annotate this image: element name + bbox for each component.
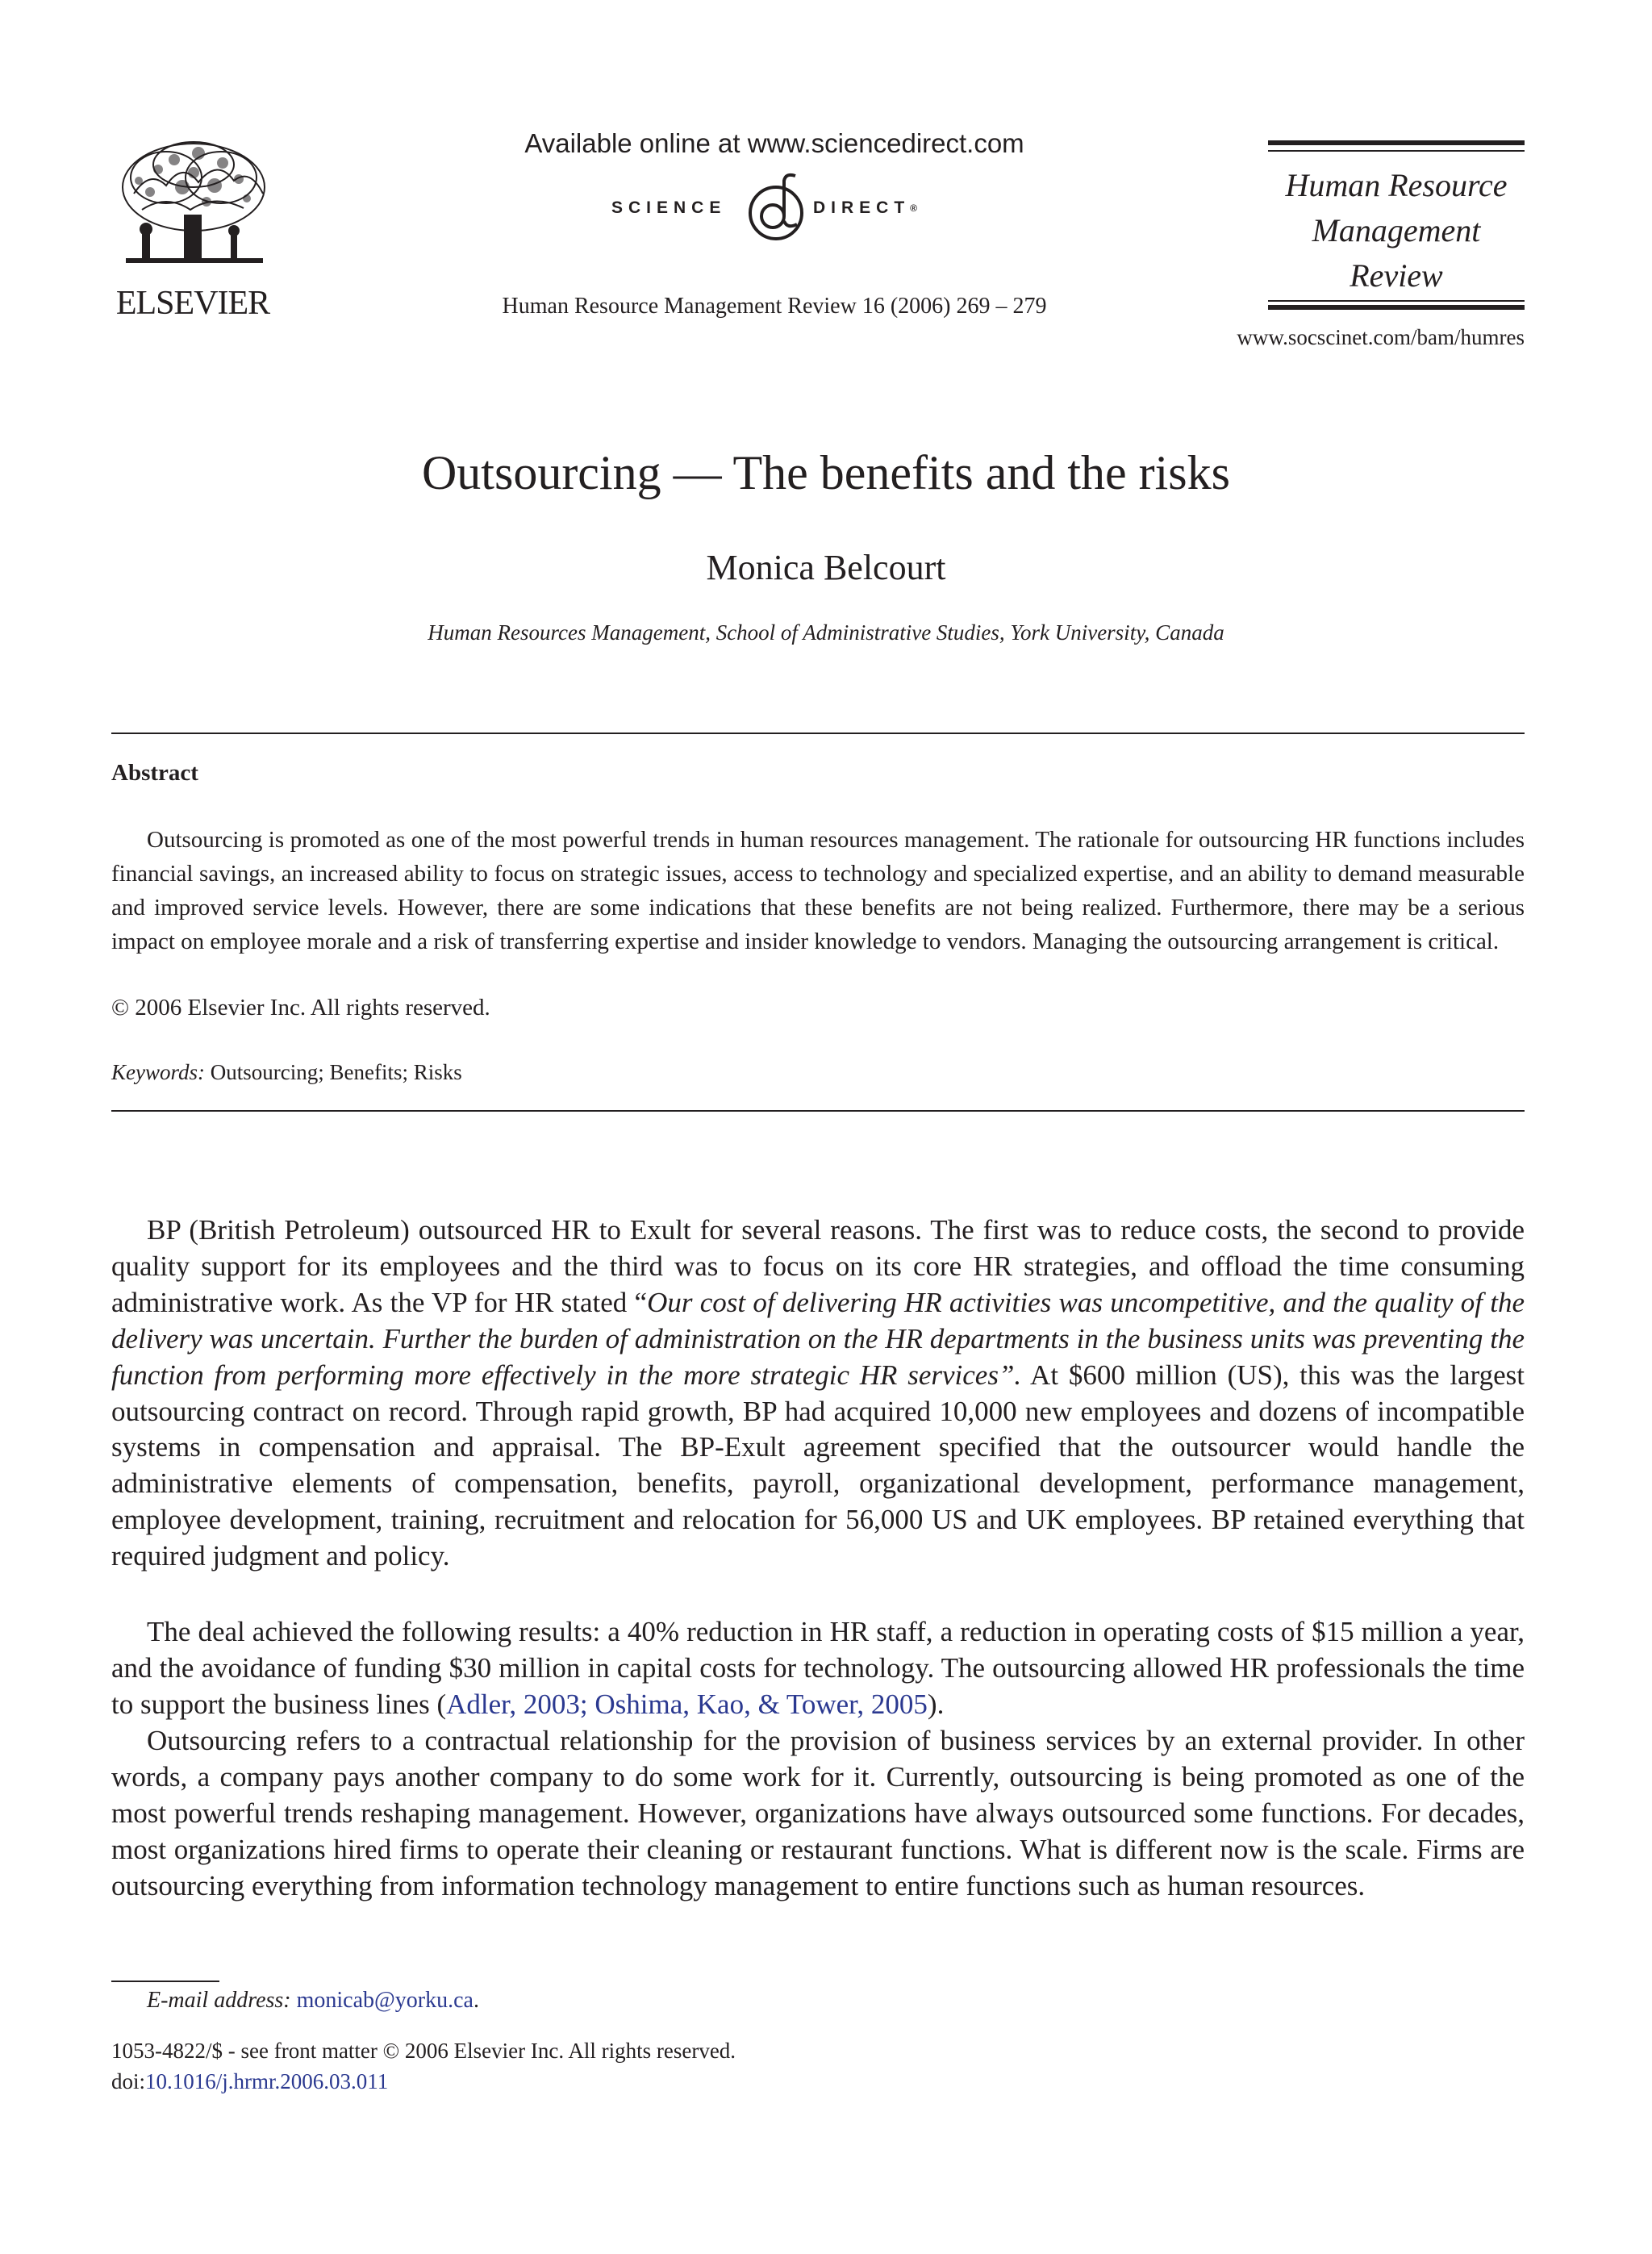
quote-text: Our cost of delivering HR activities was uncompetitive, and the quality of the delivery was uncertain. Further the burden of administration on the HR departments in the business units was preventing the function from performing more effectively in the more strategic HR services”.: [111, 1286, 1525, 1391]
publisher-name: ELSEVIER: [115, 285, 270, 322]
doi-link[interactable]: 10.1016/j.hrmr.2006.03.011: [145, 2069, 389, 2093]
body-text: At $600 million (US), this was the largest outsourcing contract on record. Through rapid growth, BP had acquired 10,000 new employees and dozens of incompatible systems in compensation and appraisal. The BP-Exult agreement specified that the outsourcer would handle the administrative elements of compensation, benefits, payroll, organizational development, performance management, employee development, training, recruitment and relocation for 56,000 US and UK employees. BP retained everything that required judgment and policy.: [111, 1359, 1525, 1572]
journal-title-box: [1268, 140, 1525, 315]
registered-mark: ®: [910, 202, 918, 214]
journal-citation: Human Resource Management Review 16 (2006) 269 – 279: [502, 294, 1047, 319]
available-online-text: Available online at www.sciencedirect.com: [524, 128, 1024, 158]
footnote-email: [147, 1986, 479, 2015]
divider-top: [111, 733, 1525, 734]
issn-line: 1053-4822/$ - see front matter © 2006 Elsevier Inc. All rights reserved.: [111, 2039, 736, 2063]
body-paragraph-2: [111, 1614, 1525, 1723]
body-text: The deal achieved the following results: a 40% reduction in HR staff, a reduction in operating costs of $15 million a year, and the avoidance of funding $30 million in capital costs for technology. The outsourcing allowed HR professionals the time to support the business lines (: [111, 1616, 1525, 1720]
elsevier-tree-icon: [110, 137, 276, 282]
journal-box-line: Review: [1350, 257, 1443, 294]
sd-logo-right-word: [813, 198, 917, 219]
doi-line: [111, 2067, 388, 2096]
email-label: E-mail address:: [147, 1988, 291, 2013]
author-name: Monica Belcourt: [706, 548, 946, 587]
journal-box-rule-top-thin: [1268, 150, 1525, 152]
keywords-line: [111, 1057, 462, 1087]
abstract-heading: Abstract: [111, 760, 198, 786]
paper-title: Outsourcing — The benefits and the risks: [421, 446, 1231, 499]
journal-box-line: Human Resource: [1285, 167, 1508, 203]
body-text: ).: [927, 1688, 945, 1720]
sd-logo-right-text: DIRECT: [813, 198, 911, 217]
keywords-label: Keywords:: [111, 1060, 205, 1084]
journal-box-line: Management: [1312, 212, 1481, 248]
email-end: .: [473, 1988, 479, 2013]
keywords-list: Outsourcing; Benefits; Risks: [210, 1060, 462, 1084]
author-affiliation: Human Resources Management, School of Administrative Studies, York University, Canada: [428, 620, 1224, 645]
doi-prefix: doi:: [111, 2069, 146, 2093]
journal-box-rule-bottom: [1268, 305, 1525, 310]
body-paragraph-1: [111, 1213, 1525, 1575]
abstract-text: Outsourcing is promoted as one of the most powerful trends in human resources management. The rationale for outsourcing HR functions includes financial savings, an increased ability to focus on strategic issues, access to technology and specialized expertise, and an ability to demand measurable and improved service levels. However, there are some indications that these benefits are not being realized. Furthermore, there may be a serious impact on employee morale and a risk of transferring expertise and insider knowledge to vendors. Managing the outsourcing arrangement is critical.: [111, 827, 1525, 954]
journal-box-rule-bottom-thin: [1268, 300, 1525, 302]
sciencedirect-logo: [597, 171, 952, 245]
sd-logo-left-word: SCIENCE: [611, 198, 727, 217]
footnote-rule: [111, 1981, 219, 1982]
citation-link[interactable]: Adler, 2003; Oshima, Kao, & Tower, 2005: [446, 1688, 928, 1720]
journal-box-rule-top: [1268, 140, 1525, 145]
email-link[interactable]: monicab@yorku.ca: [296, 1988, 473, 2013]
journal-box-title: [1268, 163, 1525, 298]
journal-url: www.socscinet.com/bam/humres: [1237, 325, 1525, 349]
elsevier-logo: [110, 137, 276, 322]
abstract-copyright: © 2006 Elsevier Inc. All rights reserved.: [111, 995, 490, 1021]
body-text: BP (British Petroleum) outsourced HR to Exult for several reasons. The first was to reduce costs, the second to provide quality support for its employees and the third was to focus on its core HR strategies, and offload the time consuming administrative work. As the VP for HR stated “: [111, 1214, 1525, 1318]
body-paragraph-3: Outsourcing refers to a contractual relationship for the provision of business services by an external provider. In other words, a company pays another company to do some work for it. Currently, outsourcing is being promoted as one of the most powerful trends reshaping management. However, organizations have always outsourced some functions. For decades, most organizations hired firms to operate their cleaning or restaurant functions. What is different now is the scale. Firms are outsourcing everything from information technology management to entire functions such as human resources.: [111, 1725, 1525, 1901]
divider-bottom: [111, 1110, 1525, 1112]
